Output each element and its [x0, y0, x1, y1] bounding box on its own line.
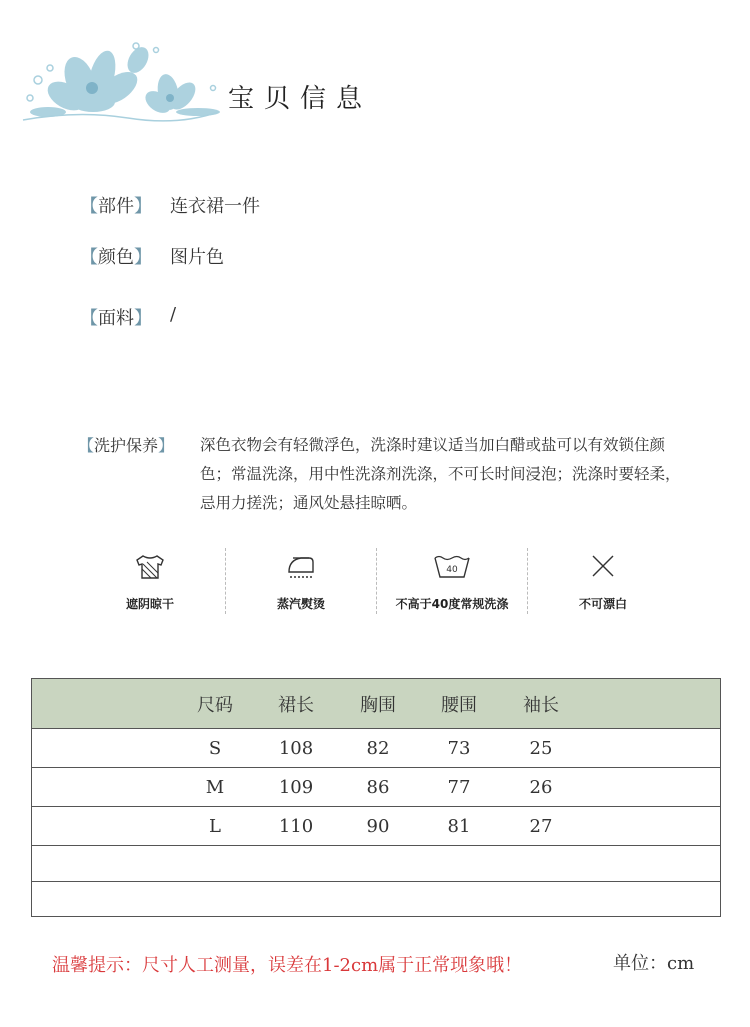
table-row — [32, 767, 720, 806]
care-item-no-bleach — [528, 548, 678, 618]
size-table — [31, 678, 721, 917]
table-cell: 25 — [529, 737, 553, 759]
table-cell: 110 — [278, 815, 314, 837]
table-cell: 86 — [366, 776, 390, 798]
table-cell: S — [208, 737, 222, 759]
table-header-cell: 腰围 — [441, 694, 477, 716]
steam-iron-icon — [283, 552, 319, 582]
table-header-row — [32, 679, 720, 728]
wash-temp-text: 40 — [446, 565, 458, 575]
no-bleach-icon — [588, 552, 618, 582]
care-label-shade-dry: 遮阴晾干 — [125, 597, 174, 611]
bracket-close: 】 — [134, 308, 152, 329]
bracket-open: 【 — [80, 196, 98, 217]
info-value-color: 图片色 — [170, 247, 224, 268]
table-header-cell: 胸围 — [360, 694, 396, 716]
table-cell: 90 — [366, 815, 390, 837]
table-cell: 26 — [529, 776, 553, 798]
measurement-tip: 温馨提示：尺寸人工测量，误差在1-2cm属于正常现象哦！ — [52, 955, 523, 976]
info-value-fabric: / — [170, 304, 177, 325]
table-cell: 77 — [447, 776, 471, 798]
bracket-open: 【 — [80, 308, 98, 329]
table-header-cell: 尺码 — [197, 694, 233, 716]
care-instructions-text: 深色衣物会有轻微浮色，洗涤时建议适当加白醋或盐可以有效锁住颜色；常温洗涤，用中性洗涤剂洗涤，不可长时间浸泡；洗涤时要轻柔，忌用力搓洗；通风处悬挂晾晒。 — [200, 436, 681, 512]
table-cell: 27 — [529, 815, 553, 837]
page-title: 宝贝信息 — [228, 84, 373, 114]
table-cell: 82 — [366, 737, 390, 759]
table-cell: 81 — [447, 815, 471, 837]
flower-decoration-icon — [18, 40, 223, 125]
bracket-close: 】 — [134, 196, 152, 217]
care-item-wash-40 — [377, 548, 527, 618]
care-label — [78, 433, 174, 456]
table-row — [32, 728, 720, 767]
table-cell: M — [205, 776, 225, 798]
table-cell: 108 — [278, 737, 314, 759]
info-row-fabric — [80, 304, 177, 330]
info-value-parts: 连衣裙一件 — [170, 196, 260, 217]
table-cell: L — [209, 815, 221, 837]
table-header-cell: 袖长 — [523, 694, 559, 716]
unit-label: 单位：cm — [613, 953, 695, 974]
table-row-empty — [32, 845, 720, 881]
care-label-no-bleach: 不可漂白 — [578, 597, 627, 611]
table-row — [32, 806, 720, 845]
table-cell: 73 — [447, 737, 471, 759]
info-row-color — [80, 243, 224, 269]
care-item-shade-dry — [75, 548, 225, 618]
info-label-parts: 部件 — [98, 196, 134, 217]
bracket-open: 【 — [80, 247, 98, 268]
care-item-steam-iron — [226, 548, 376, 618]
shirt-shade-dry-icon — [133, 552, 167, 582]
bracket-open: 【 — [78, 436, 95, 455]
care-label-wash-40: 不高于40度常规洗涤 — [395, 597, 509, 611]
wash-tub-40-icon — [432, 552, 472, 582]
table-header-cell: 裙长 — [278, 694, 314, 716]
info-row-parts — [80, 192, 260, 218]
bracket-close: 】 — [158, 436, 175, 455]
table-cell: 109 — [278, 776, 314, 798]
info-label-color: 颜色 — [98, 247, 134, 268]
info-label-fabric: 面料 — [98, 308, 134, 329]
care-label-steam-iron: 蒸汽熨烫 — [276, 597, 325, 611]
table-row-empty — [32, 881, 720, 916]
bracket-close: 】 — [134, 247, 152, 268]
care-label-text: 洗护保养 — [94, 436, 159, 455]
